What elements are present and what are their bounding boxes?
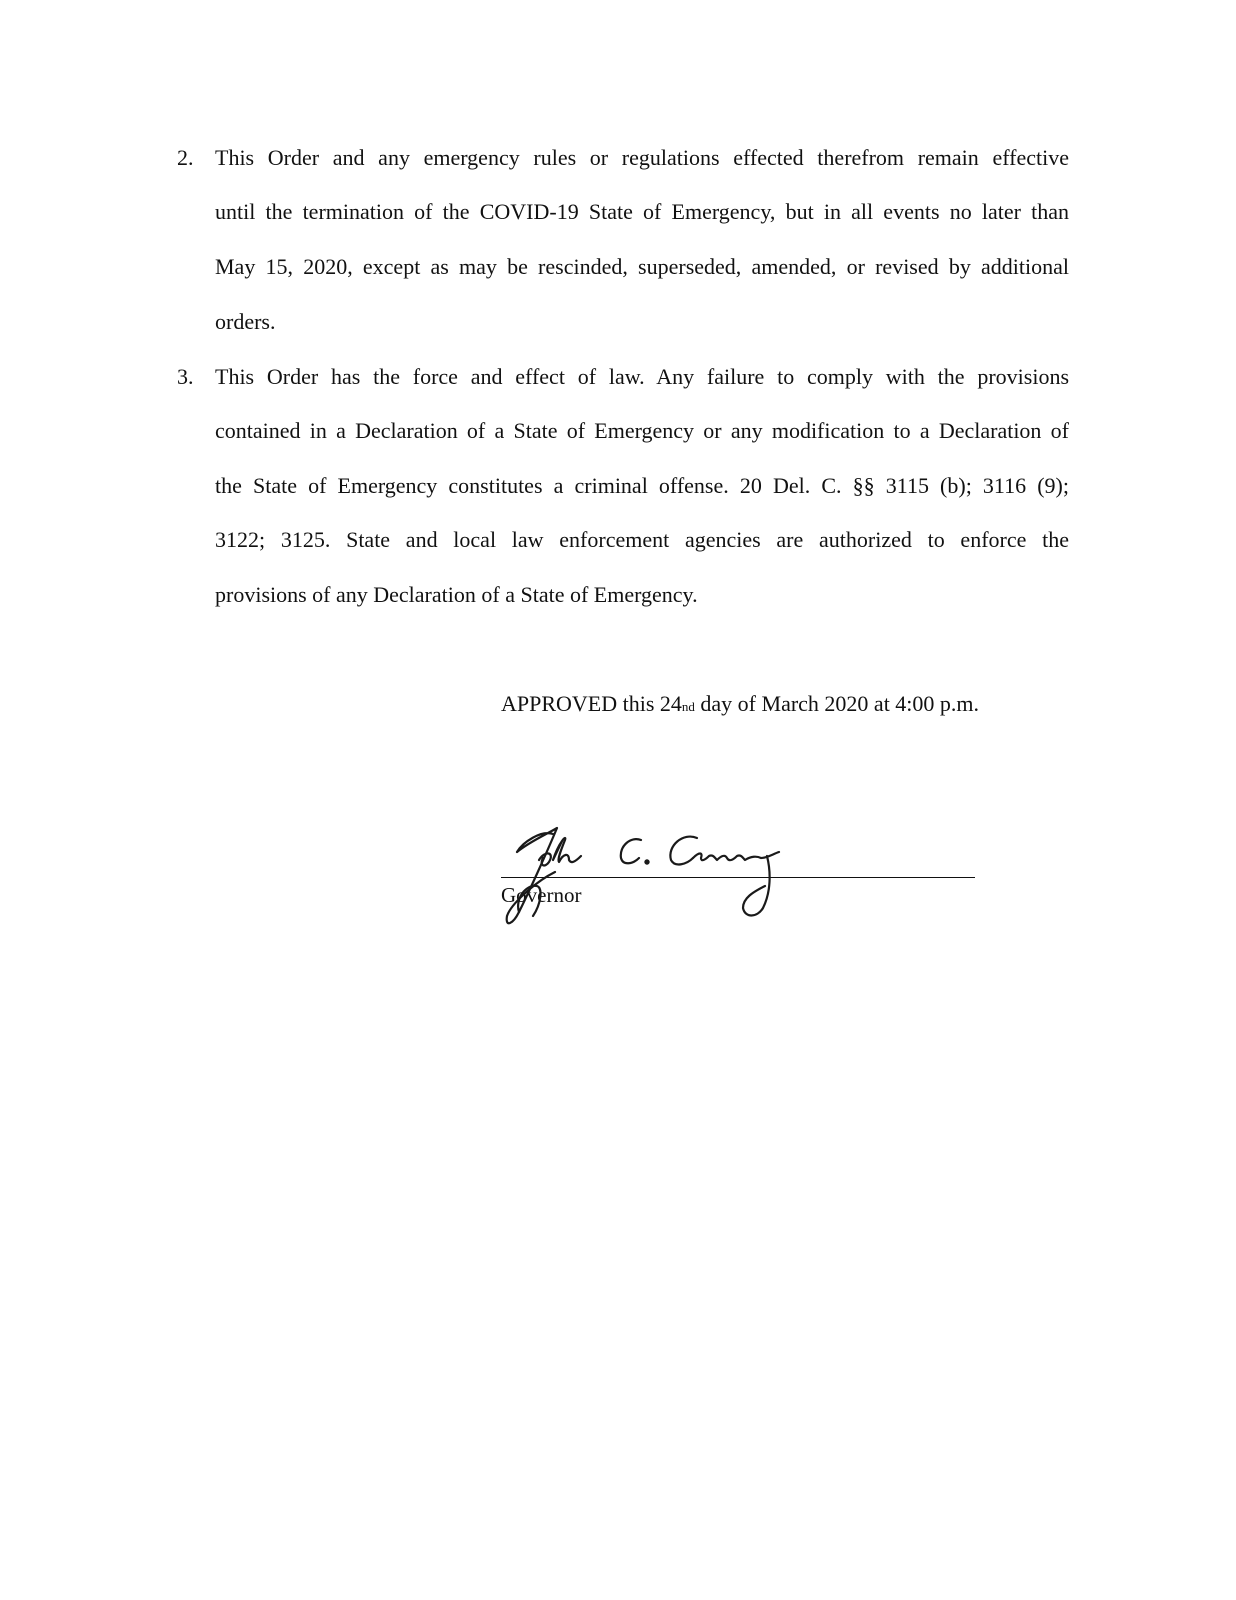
approval-suffix: day of March 2020 at 4:00 p.m. [694, 691, 980, 716]
item-3-line-5: provisions of any Declaration of a State of Emergency. [215, 582, 698, 607]
signer-title: Governor [501, 883, 582, 907]
item-2-number: 2. [177, 145, 194, 170]
item-2-line-2: until the termination of the COVID-19 State of Emergency, but in all events no later than [215, 199, 1069, 224]
approval-statement [501, 692, 979, 719]
item-3-line-1: This Order has the force and effect of law. Any failure to comply with the provisions [215, 364, 1069, 389]
item-3-number: 3. [177, 364, 194, 389]
item-3-line-2: contained in a Declaration of a State of Emergency or any modification to a Declaration of [215, 418, 1069, 443]
approval-ordinal: nd [681, 699, 695, 714]
item-2-line-1: This Order and any emergency rules or regulations effected therefrom remain effective [215, 145, 1069, 170]
item-2-line-3: May 15, 2020, except as may be rescinded, superseded, amended, or revised by additional [215, 254, 1069, 279]
handwritten-signature [495, 812, 795, 937]
approval-prefix: APPROVED this 24 [501, 691, 682, 716]
item-2-line-4: orders. [215, 309, 276, 334]
item-3-line-3: the State of Emergency constitutes a criminal offense. 20 Del. C. §§ 3115 (b); 3116 (9); [215, 473, 1069, 498]
signature-line [501, 877, 975, 878]
item-3-line-4: 3122; 3125. State and local law enforcement agencies are authorized to enforce the [215, 527, 1069, 552]
